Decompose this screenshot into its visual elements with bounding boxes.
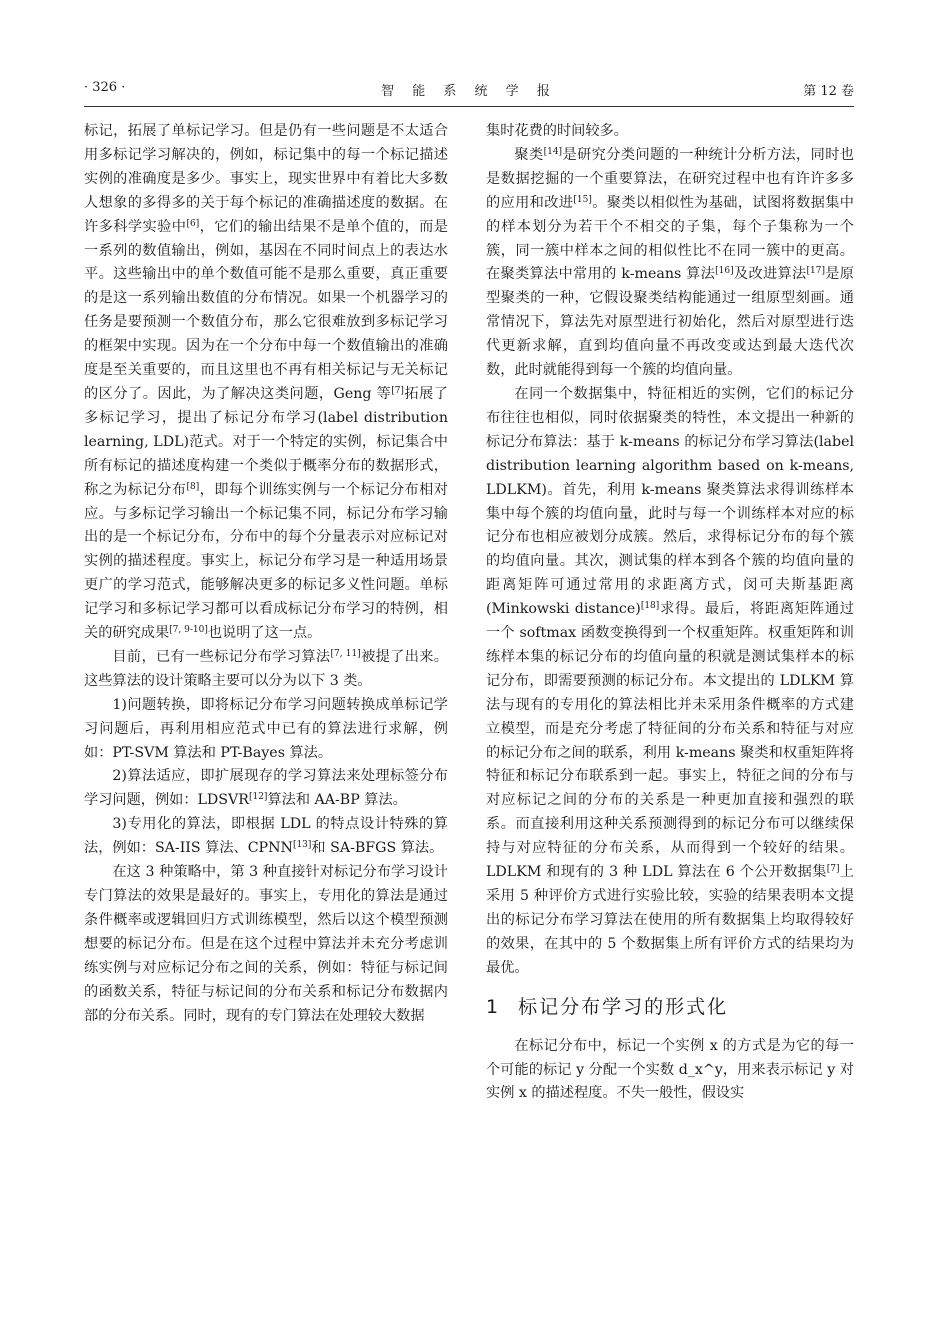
citation: [17] (806, 266, 825, 277)
citation: [6] (186, 218, 200, 229)
citation: [7] (826, 864, 840, 875)
citation: [16] (715, 266, 734, 277)
citation: [7, 9-10] (169, 625, 208, 636)
list-item: 2)算法适应，即扩展现存的学习算法来处理标签分布学习问题，例如：LDSVR[12]算法和 AA-BP 算法。 (84, 768, 448, 809)
section-title: 标记分布学习的形式化 (518, 995, 729, 1018)
page-number: · 326 · (84, 80, 126, 95)
paragraph: 集时花费的时间较多。 (486, 123, 628, 139)
paragraph: 在同一个数据集中，特征相近的实例，它们的标记分布往往也相似，同时依据聚类的特性，本文提出一种新的标记分布算法：基于 k-means 的标记分布学习算法(label distribution learning algorithm based on k-means, LDLKM)。首先，利用 k-means 聚类算法求得训练样本集中每个簇的均值向量，此时与每一个训练样本对应的标记分布也相应被划分成簇。然后，求得标记分布的每个簇的均值向量。其次，测试集的样本到各个簇的均值向量的距离矩阵可通过常用的求距离方式，闵可夫斯基距离(Minkowski distance)[18]求得。最后，将距离矩阵通过一个 softmax 函数变换得到一个权重矩阵。权重矩阵和训练样本集的标记分布的均值向量的积就是测试集样本的标记分布，即需要预测的标记分布。本文提出的 LDLKM 算法与现有的专用化的算法相比并未采用条件概率的方式建立模型，而是充分考虑了特征间的分布关系和特征与对应的标记分布之间的联系，利用 k-means 聚类和权重矩阵将特征和标记分布联系到一起。事实上，特征之间的分布与对应标记之间的分布的关系是一种更加直接和强烈的联系。而直接利用这种关系预测得到的标记分布可以继续保持与对应特征的分布关系，从而得到一个较好的结果。LDLKM 和现有的 3 种 LDL 算法在 6 个公开数据集[7]上采用 5 种评价方式进行实验比较，实验的结果表明本文提出的标记分布学习算法在使用的所有数据集上均取得较好的效果，在其中的 5 个数据集上所有评价方式的结果均为最优。 (486, 385, 854, 976)
citation: [8] (186, 481, 200, 492)
journal-title: 智 能 系 统 学 报 (381, 84, 557, 99)
citation: [18] (640, 601, 660, 612)
volume-label: 第 12 卷 (803, 84, 854, 99)
list-item: 1)问题转换，即将标记分布学习问题转换成单标记学习问题后，再利用相应范式中已有的算法进行求解，例如：PT-SVM 算法和 PT-Bayes 算法。 (84, 696, 448, 761)
running-header (84, 80, 854, 104)
paragraph: 在标记分布中，标记一个实例 x 的方式是为它的每一个可能的标记 y 分配一个实数 d_x^y，用来表示标记 y 对实例 x 的描述程度。不失一般性，假设实 (486, 1037, 854, 1102)
right-column (486, 120, 854, 1106)
citation: [7] (391, 385, 404, 396)
section-heading (486, 993, 854, 1021)
paragraph: 聚类[14]是研究分类问题的一种统计分析方法，同时也是数据挖掘的一个重要算法，在研究过程中也有许许多多的应用和改进[15]。聚类以相似性为基础，试图将数据集中的样本划分为若干个不相交的子集，每个子集称为一个簇，同一簇中样本之间的相似性比不在同一簇中的更高。在聚类算法中常用的 k-means 算法[16]及改进算法[17]是原型聚类的一种，它假设聚类结构能通过一组原型刻画。通常情况下，算法先对原型进行初始化，然后对原型进行迭代更新求解，直到均值向量不再改变或达到最大迭代次数，此时就能得到每一个簇的均值向量。 (486, 146, 854, 379)
section-number: 1 (486, 995, 501, 1018)
citation: [14] (543, 146, 563, 157)
citation: [7, 11] (330, 648, 361, 659)
paragraph: 标记，拓展了单标记学习。但是仍有一些问题是不太适合用多标记学习解决的，例如，标记集中的每一个标记描述实例的准确度是多少。事实上，现实世界中有着比大多数人想象的多得多的关于每个标记的准确描述度的数据。在许多科学实验中[6]，它们的输出结果不是单个值的，而是一系列的数值输出，例如，基因在不同时间点上的表达水平。这些输出中的单个数值可能不是那么重要，真正重要的是这一系列输出数值的分布情况。如果一个机器学习的任务是要预测一个数值分布，那么它很难放到多标记学习的框架中实现。因为在一个分布中每一个数值输出的准确度是至关重要的，而且这里也不再有相关标记与无关标记的区分了。因此，为了解决这类问题，Geng 等[7]拓展了多标记学习，提出了标记分布学习(label distribution learning, LDL)范式。对于一个特定的实例，标记集合中所有标记的描述度构建一个类似于概率分布的数据形式，称之为标记分布[8]，即每个训练实例与一个标记分布相对应。与多标记学习输出一个标记集不同，标记分布学习输出的是一个标记分布，分布中的每个分量表示对应标记对实例的描述程度。事实上，标记分布学习是一种适用场景更广的学习范式，能够解决更多的标记多义性问题。单标记学习和多标记学习都可以看成标记分布学习的特例，相关的研究成果[7, 9-10]也说明了这一点。 (84, 123, 448, 642)
paragraph: 目前，已有一些标记分布学习算法[7, 11]被提了出来。这些算法的设计策略主要可以分为以下 3 类。 (84, 648, 448, 689)
list-item: 3)专用化的算法，即根据 LDL 的特点设计特殊的算法，例如：SA-IIS 算法、CPNN[13]和 SA-BFGS 算法。 (84, 816, 448, 857)
left-column (84, 120, 448, 1028)
paragraph: 在这 3 种策略中，第 3 种直接针对标记分布学习设计专门算法的效果是最好的。事实上，专用化的算法是通过条件概率或逻辑回归方式训练模型，然后以这个模型预测想要的标记分布。但是在这个过程中算法并未充分考虑训练实例与对应标记分布之间的关系，例如：特征与标记间的函数关系，特征与标记间的分布关系和标记分布数据内部的分布关系。同时，现有的专门算法在处理较大数据 (84, 864, 448, 1024)
citation: [12] (248, 792, 268, 803)
citation: [13] (292, 840, 312, 851)
citation: [15] (573, 194, 592, 205)
header-rule (84, 106, 854, 107)
